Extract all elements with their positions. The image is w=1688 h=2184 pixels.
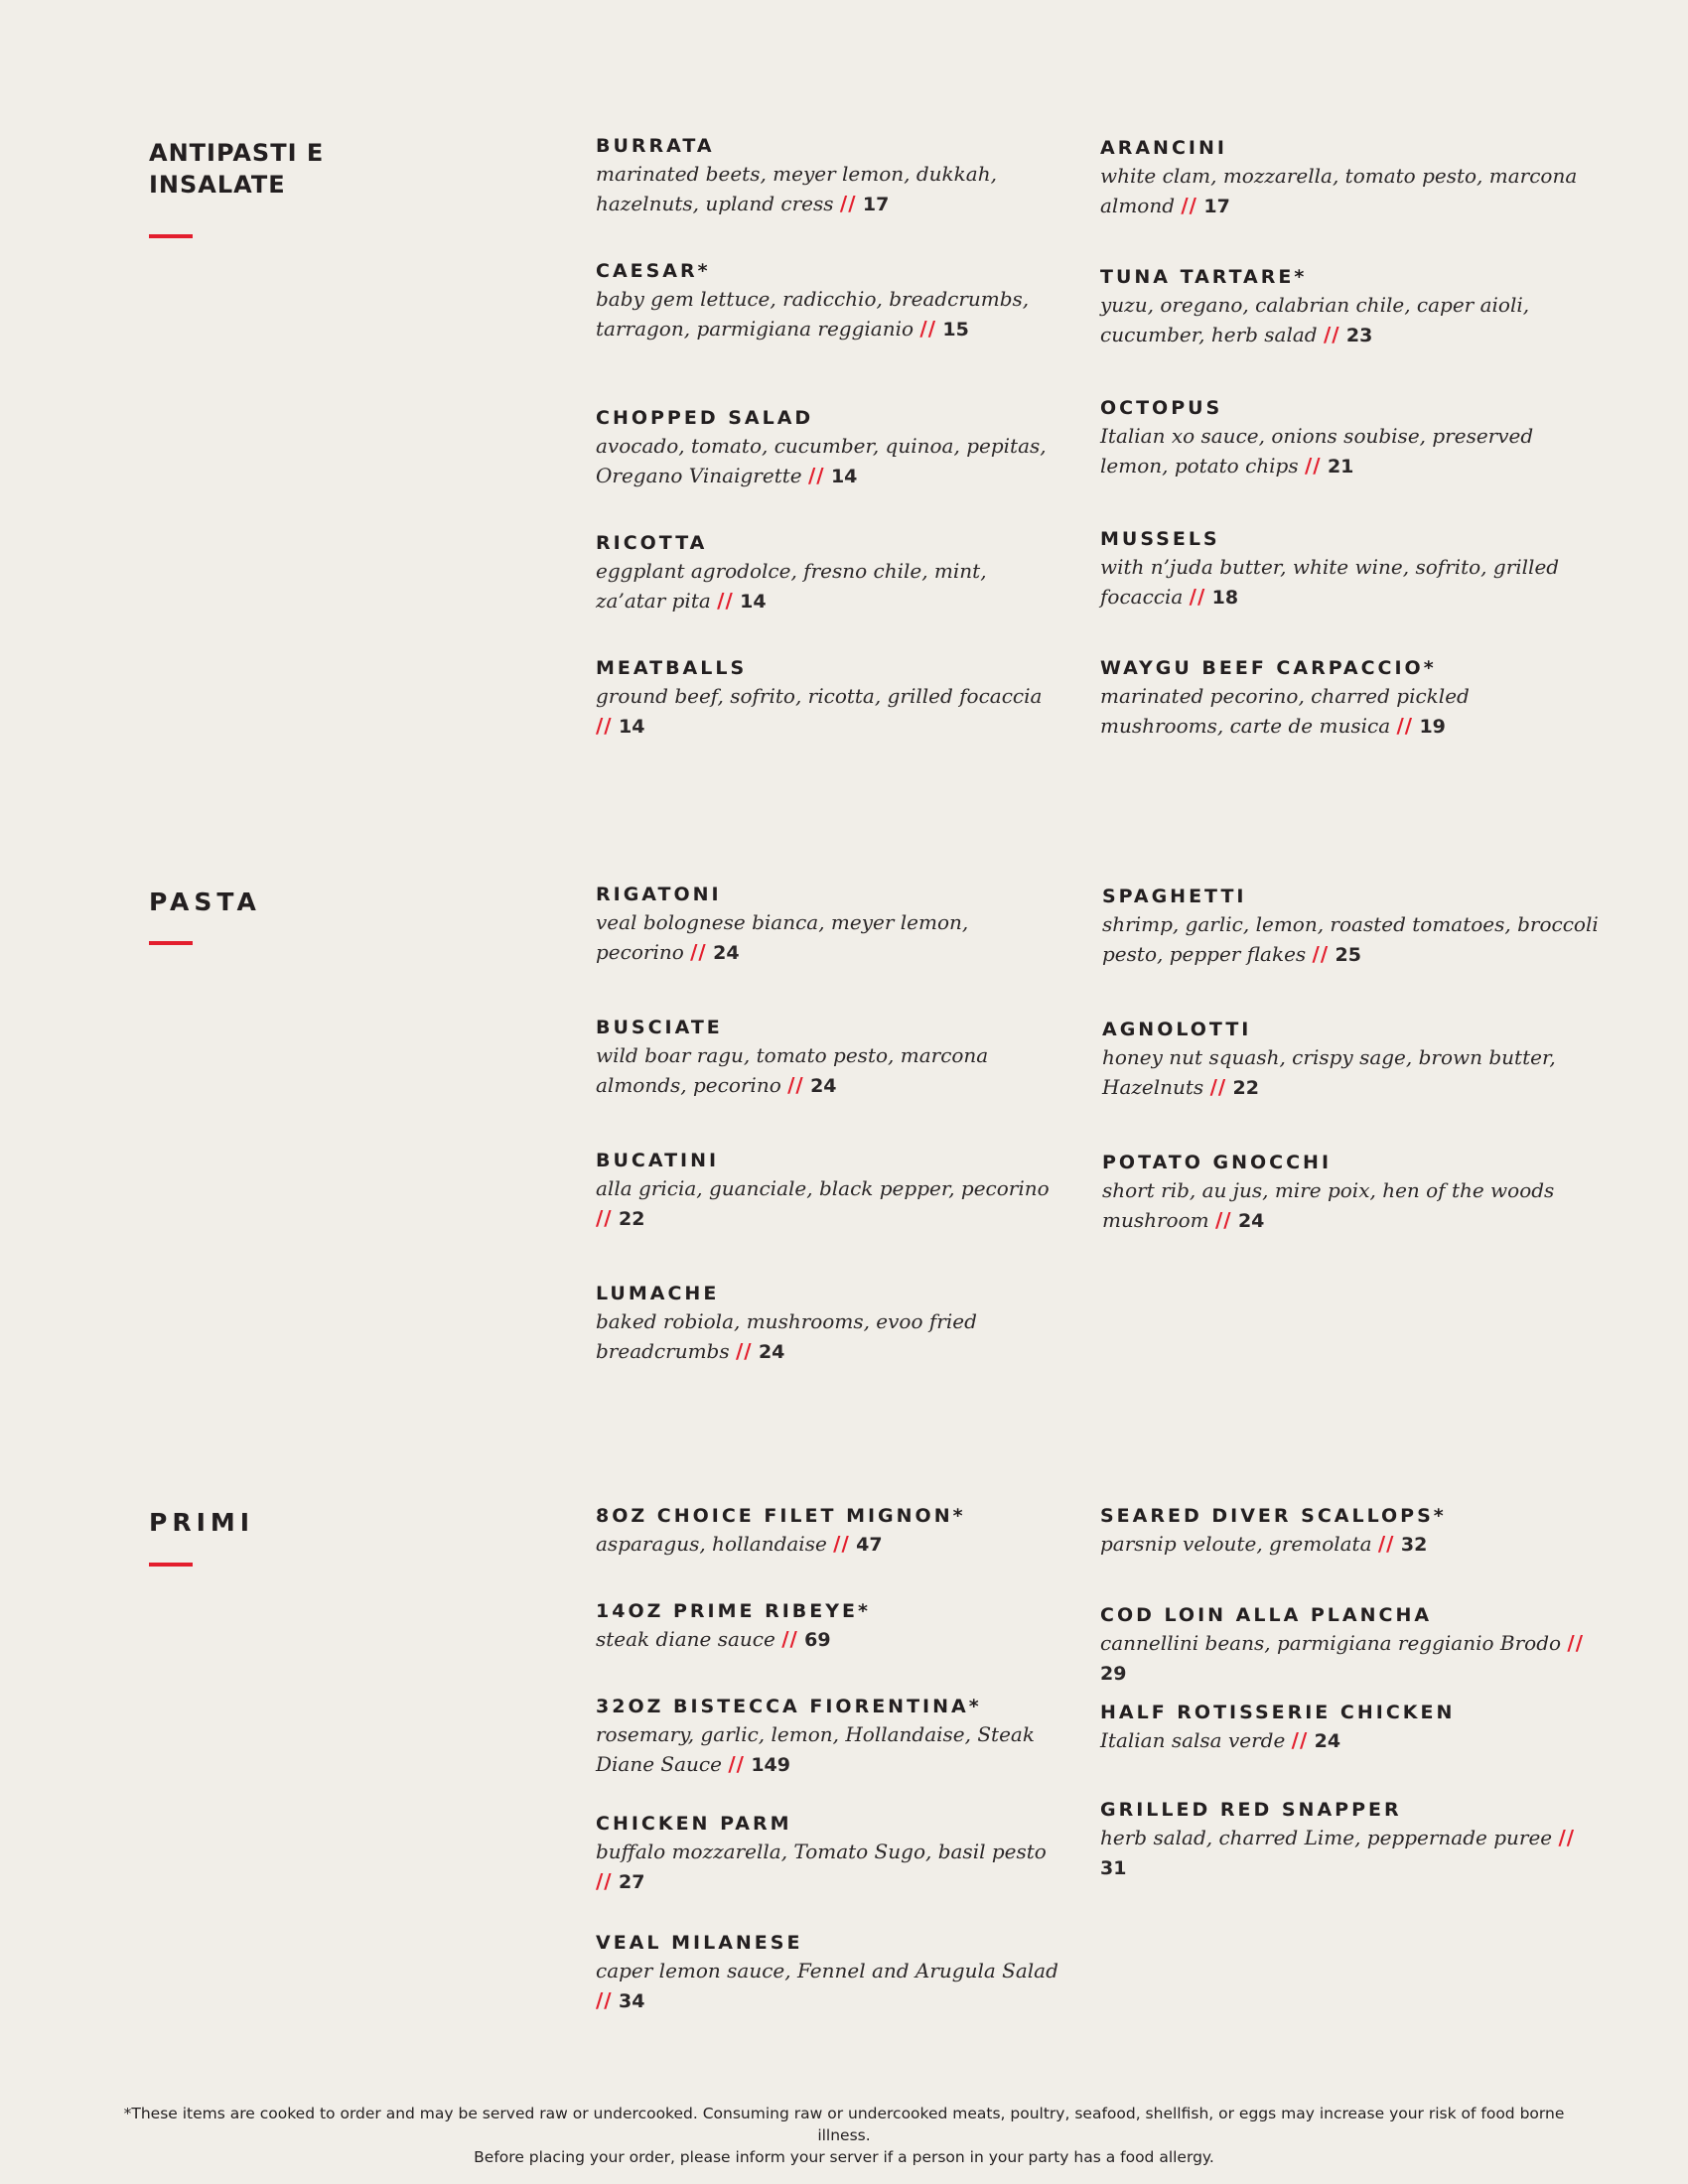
item-description: shrimp, garlic, lemon, roasted tomatoes, broccoli pesto, pepper flakes // 25 — [1102, 912, 1599, 966]
item-price: 34 — [618, 1990, 645, 2012]
item-description: wild boar ragu, tomato pesto, marcona almonds, pecorino // 24 — [596, 1043, 989, 1097]
item-name: WAYGU BEEF CARPACCIO* — [1100, 657, 1437, 679]
menu-item — [596, 1148, 1062, 1234]
item-description: buffalo mozzarella, Tomato Sugo, basil pesto // 27 — [596, 1840, 1047, 1893]
section-underline — [149, 941, 193, 945]
item-description: herb salad, charred Lime, peppernade puree // 31 — [1100, 1826, 1576, 1879]
item-price: 14 — [830, 466, 858, 487]
item-price: 24 — [758, 1341, 785, 1363]
item-name: CAESAR* — [596, 260, 711, 282]
item-name: AGNOLOTTI — [1102, 1019, 1252, 1040]
item-name: MUSSELS — [1100, 528, 1220, 550]
item-name: RICOTTA — [596, 532, 708, 554]
item-name: TUNA TARTARE* — [1100, 266, 1308, 288]
item-price: 21 — [1327, 456, 1354, 478]
menu-item — [1100, 1503, 1597, 1560]
item-name: 32OZ BISTECCA FIORENTINA* — [596, 1696, 982, 1717]
footnote-line: *These items are cooked to order and may be served raw or undercooked. Consuming raw or undercooked meats, poultry, seafood, shellfish, or eggs may increase your risk of food borne illness. — [123, 2105, 1565, 2144]
section-title: PASTA — [149, 887, 261, 916]
menu-item — [596, 655, 1062, 742]
item-price: 32 — [1400, 1534, 1428, 1556]
menu-item — [1102, 1017, 1599, 1103]
item-description: honey nut squash, crispy sage, brown butter, Hazelnuts // 22 — [1102, 1045, 1556, 1099]
item-name: OCTOPUS — [1100, 397, 1223, 419]
footnote-line: Before placing your order, please inform your server if a person in your party has a food allergy. — [474, 2148, 1214, 2166]
item-description: ground beef, sofrito, ricotta, grilled focaccia // 14 — [596, 684, 1043, 738]
item-description: short rib, au jus, mire poix, hen of the woods mushroom // 24 — [1102, 1178, 1555, 1232]
menu-item — [596, 530, 1062, 616]
section-underline — [149, 234, 193, 238]
item-name: BUCATINI — [596, 1150, 720, 1171]
item-price: 24 — [1237, 1210, 1265, 1232]
item-name: SEARED DIVER SCALLOPS* — [1100, 1505, 1447, 1527]
item-description: Italian salsa verde // 24 — [1100, 1728, 1341, 1752]
item-name: VEAL MILANESE — [596, 1932, 803, 1954]
section-title: PRIMI — [149, 1508, 255, 1537]
menu-item — [1102, 884, 1599, 970]
item-name: CHICKEN PARM — [596, 1813, 792, 1835]
item-name: CHOPPED SALAD — [596, 407, 814, 429]
item-price: 23 — [1345, 325, 1373, 346]
menu-item — [596, 258, 1062, 344]
section-underline — [149, 1563, 193, 1567]
item-price: 31 — [1100, 1857, 1127, 1879]
item-price: 19 — [1419, 716, 1446, 738]
menu-item — [596, 1811, 1062, 1897]
item-name: LUMACHE — [596, 1283, 720, 1304]
menu-item — [596, 1015, 1062, 1101]
menu-item — [596, 1503, 1062, 1560]
item-name: SPAGHETTI — [1102, 886, 1247, 907]
item-price: 24 — [1314, 1730, 1341, 1752]
menu-item — [1100, 1700, 1597, 1756]
menu-item — [596, 1598, 1062, 1655]
item-price: 22 — [1232, 1077, 1259, 1099]
item-description: veal bolognese bianca, meyer lemon, pecorino // 24 — [596, 910, 969, 964]
item-name: BUSCIATE — [596, 1017, 723, 1038]
item-price: 17 — [862, 194, 890, 215]
menu-item — [596, 405, 1062, 491]
item-description: parsnip veloute, gremolata // 32 — [1100, 1532, 1428, 1556]
item-description: eggplant agrodolce, fresno chile, mint, za’atar pita // 14 — [596, 559, 987, 613]
item-description: caper lemon sauce, Fennel and Arugula Salad // 34 — [596, 1959, 1058, 2012]
item-price: 69 — [804, 1629, 831, 1651]
item-name: GRILLED RED SNAPPER — [1100, 1799, 1402, 1821]
item-description: asparagus, hollandaise // 47 — [596, 1532, 883, 1556]
allergy-footnote — [99, 2103, 1589, 2168]
item-price: 29 — [1100, 1663, 1127, 1685]
menu-item — [596, 1694, 1062, 1780]
item-description: white clam, mozzarella, tomato pesto, marcona almond // 17 — [1100, 164, 1578, 217]
item-description: marinated pecorino, charred pickled mushrooms, carte de musica // 19 — [1100, 684, 1470, 738]
menu-item — [1100, 135, 1597, 221]
item-name: HALF ROTISSERIE CHICKEN — [1100, 1702, 1456, 1723]
menu-item — [1100, 526, 1597, 613]
menu-item — [596, 1930, 1062, 2016]
item-price: 25 — [1335, 944, 1361, 966]
item-description: with n’juda butter, white wine, sofrito, grilled focaccia // 18 — [1100, 555, 1560, 609]
item-name: ARANCINI — [1100, 137, 1227, 159]
item-description: rosemary, garlic, lemon, Hollandaise, Steak Diane Sauce // 149 — [596, 1722, 1035, 1776]
section-title: ANTIPASTI E INSALATE — [149, 139, 325, 199]
menu-item — [596, 133, 1062, 219]
item-name: RIGATONI — [596, 884, 722, 905]
item-description: yuzu, oregano, calabrian chile, caper aioli, cucumber, herb salad // 23 — [1100, 293, 1530, 346]
item-name: 8OZ CHOICE FILET MIGNON* — [596, 1505, 966, 1527]
item-price: 24 — [810, 1075, 837, 1097]
menu-item — [1100, 264, 1597, 350]
item-price: 14 — [740, 591, 767, 613]
item-name: 14OZ PRIME RIBEYE* — [596, 1600, 871, 1622]
item-name: BURRATA — [596, 135, 715, 157]
menu-item — [1100, 1602, 1597, 1689]
item-description: baby gem lettuce, radicchio, breadcrumbs, tarragon, parmigiana reggianio // 15 — [596, 287, 1030, 341]
item-name: MEATBALLS — [596, 657, 748, 679]
item-description: marinated beets, meyer lemon, dukkah, hazelnuts, upland cress // 17 — [596, 162, 997, 215]
menu-item — [1100, 655, 1597, 742]
item-price: 149 — [751, 1754, 790, 1776]
item-description: baked robiola, mushrooms, evoo fried breadcrumbs // 24 — [596, 1309, 977, 1363]
menu-item — [596, 882, 1062, 968]
item-price: 47 — [856, 1534, 883, 1556]
menu-item — [1100, 1797, 1597, 1883]
item-description: cannellini beans, parmigiana reggianio Brodo // 29 — [1100, 1631, 1585, 1685]
item-name: POTATO GNOCCHI — [1102, 1152, 1333, 1173]
item-price: 18 — [1211, 587, 1239, 609]
item-name: COD LOIN ALLA PLANCHA — [1100, 1604, 1433, 1626]
item-description: steak diane sauce // 69 — [596, 1627, 831, 1651]
menu-item — [1100, 395, 1597, 481]
item-price: 24 — [713, 942, 740, 964]
item-description: alla gricia, guanciale, black pepper, pecorino // 22 — [596, 1176, 1050, 1230]
item-price: 17 — [1203, 196, 1230, 217]
item-price: 15 — [942, 319, 969, 341]
menu-item — [1102, 1150, 1599, 1236]
item-price: 27 — [618, 1871, 645, 1893]
item-price: 22 — [618, 1208, 645, 1230]
menu-item — [596, 1281, 1062, 1367]
item-price: 14 — [618, 716, 645, 738]
item-description: avocado, tomato, cucumber, quinoa, pepitas, Oregano Vinaigrette // 14 — [596, 434, 1047, 487]
item-description: Italian xo sauce, onions soubise, preserved lemon, potato chips // 21 — [1100, 424, 1534, 478]
